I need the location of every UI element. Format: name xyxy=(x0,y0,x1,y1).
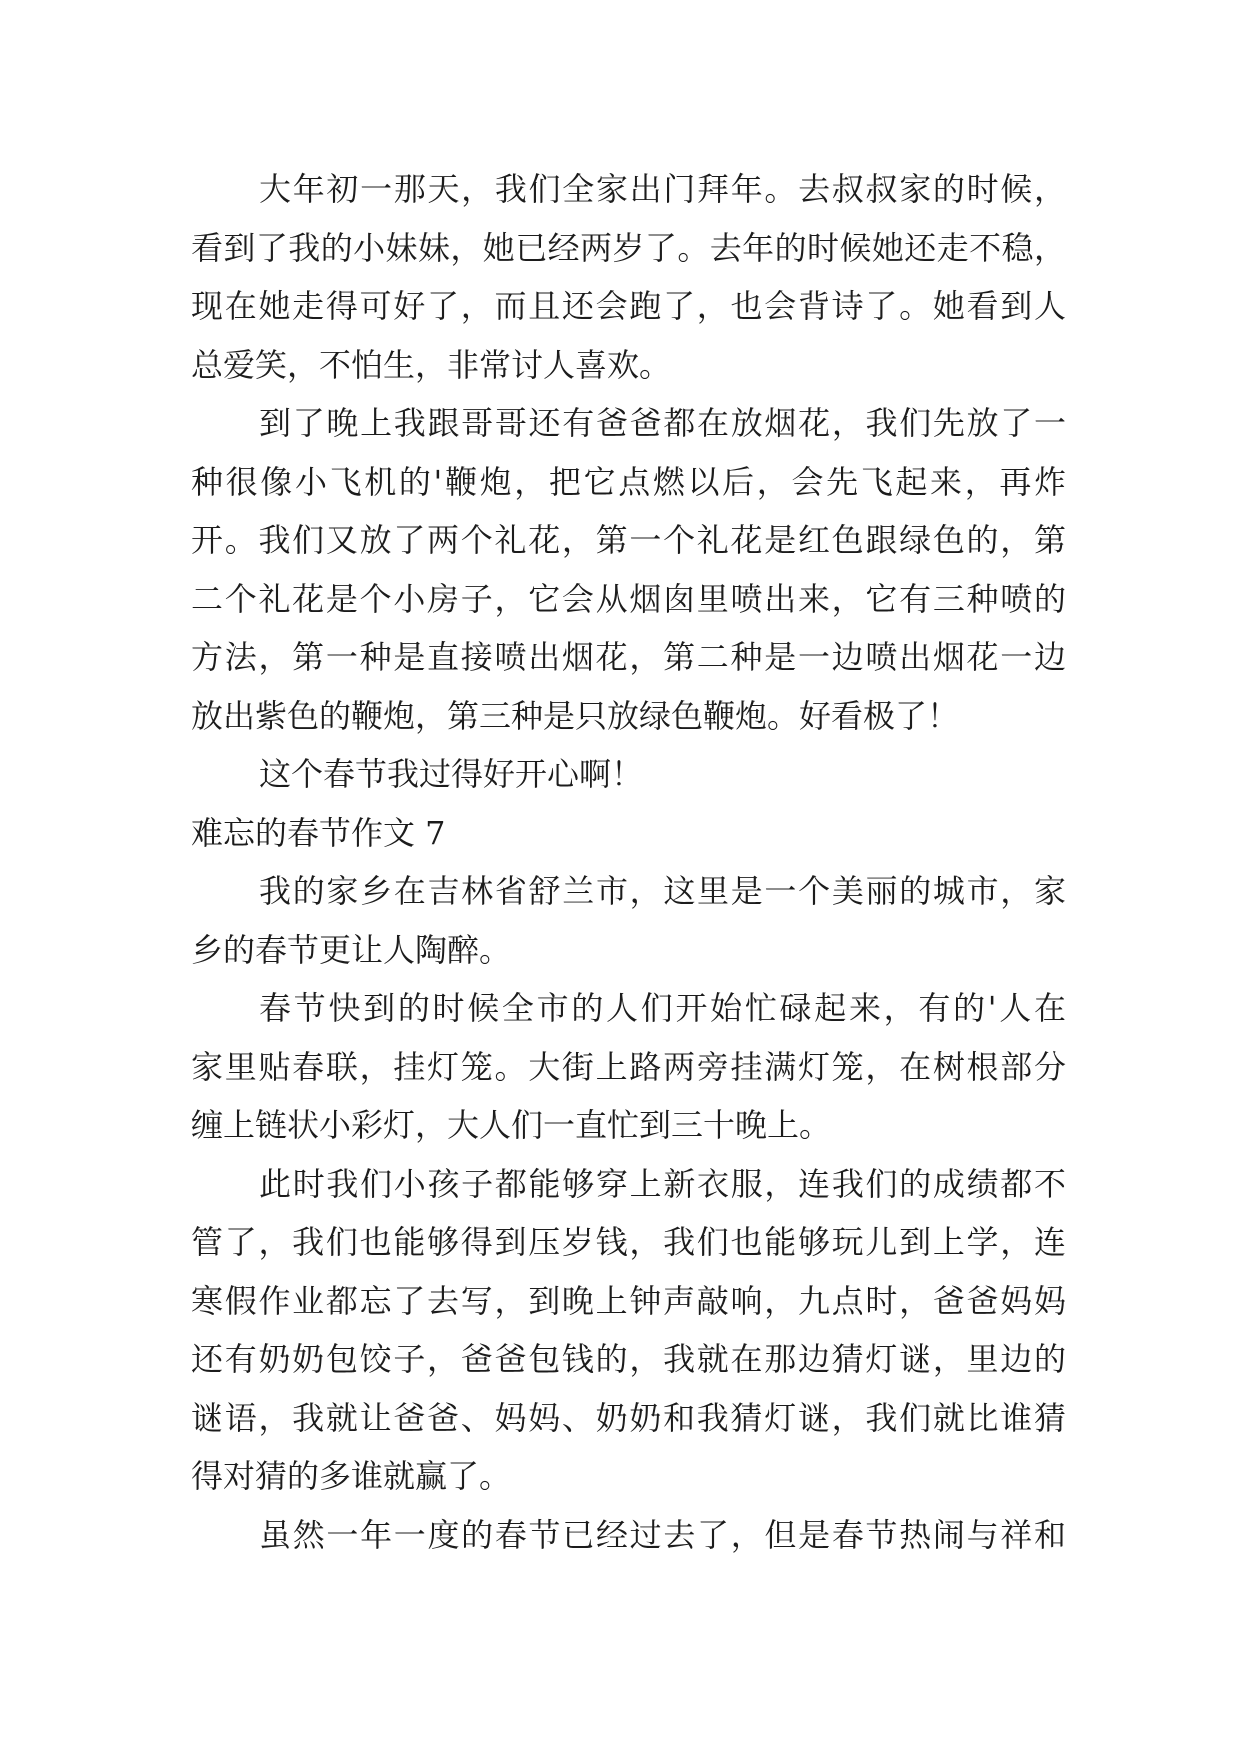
text-line: 乡的春节更让人陶醉。 xyxy=(191,930,512,969)
text-line: 到了晚上我跟哥哥还有爸爸都在放烟花，我们先放了一 xyxy=(259,404,1066,442)
text-line: 大年初一那天，我们全家出门拜年。去叔叔家的时候， xyxy=(259,170,1066,208)
essay-heading: 难忘的春节作文 7 xyxy=(191,813,446,852)
paragraph xyxy=(191,394,1066,745)
paragraph xyxy=(191,1506,1066,1565)
text-line: 虽然一年一度的春节已经过去了，但是春节热闹与祥和 xyxy=(259,1515,1066,1554)
text-line: 管了，我们也能够得到压岁钱，我们也能够玩儿到上学，连 xyxy=(191,1223,1066,1261)
text-line: 还有奶奶包饺子，爸爸包钱的，我就在那边猜灯谜，里边的 xyxy=(191,1340,1066,1378)
current-essay xyxy=(191,862,1066,1564)
text-line: 总爱笑，不怕生，非常讨人喜欢。 xyxy=(191,345,672,384)
text-line: 此时我们小孩子都能够穿上新衣服，连我们的成绩都不 xyxy=(259,1164,1066,1203)
text-line: 我的家乡在吉林省舒兰市，这里是一个美丽的城市，家 xyxy=(259,872,1066,910)
paragraph xyxy=(191,160,1066,394)
paragraph xyxy=(191,745,1066,804)
paragraph xyxy=(191,862,1066,979)
text-line: 缠上链状小彩灯，大人们一直忙到三十晚上。 xyxy=(191,1106,832,1144)
paragraph xyxy=(191,979,1066,1155)
text-line: 开。我们又放了两个礼花，第一个礼花是红色跟绿色的，第 xyxy=(191,521,1066,559)
text-line: 家里贴春联，挂灯笼。大街上路两旁挂满灯笼，在树根部分 xyxy=(191,1047,1066,1086)
text-line: 谜语，我就让爸爸、妈妈、奶奶和我猜灯谜，我们就比谁猜 xyxy=(191,1398,1066,1437)
text-line: 方法，第一种是直接喷出烟花，第二种是一边喷出烟花一边 xyxy=(191,638,1066,676)
text-line: 种很像小飞机的'鞭炮，把它点燃以后，会先飞起来，再炸 xyxy=(191,462,1066,501)
text-line: 现在她走得可好了，而且还会跑了，也会背诗了。她看到人 xyxy=(191,287,1066,325)
text-line: 寒假作业都忘了去写，到晚上钟声敲响，九点时，爸爸妈妈 xyxy=(191,1281,1066,1320)
text-line: 二个礼花是个小房子，它会从烟囱里喷出来，它有三种喷的 xyxy=(191,579,1066,618)
document-page xyxy=(191,160,1066,1564)
text-line: 春节快到的时候全市的人们开始忙碌起来，有的'人在 xyxy=(259,989,1066,1027)
text-line: 得对猜的多谁就赢了。 xyxy=(191,1457,512,1495)
text-line: 看到了我的小妹妹，她已经两岁了。去年的时候她还走不稳， xyxy=(191,228,1066,267)
text-line: 这个春节我过得好开心啊！ xyxy=(259,755,644,793)
previous-essay xyxy=(191,160,1066,804)
text-line: 放出紫色的鞭炮，第三种是只放绿色鞭炮。好看极了！ xyxy=(191,696,960,735)
paragraph xyxy=(191,1155,1066,1506)
